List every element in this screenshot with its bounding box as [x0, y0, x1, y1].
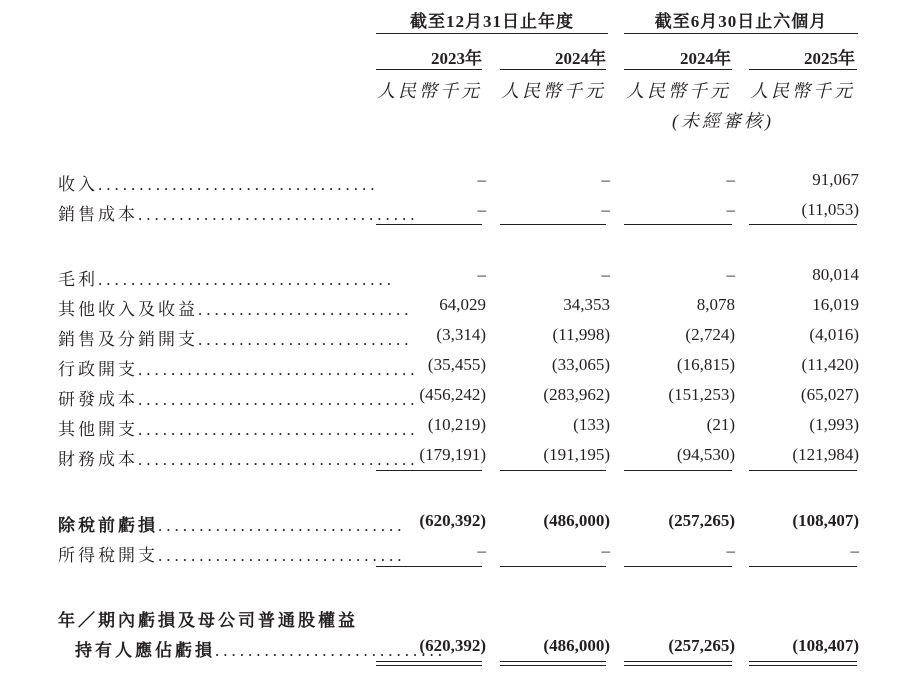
row-value: 80,014 — [812, 265, 859, 284]
subtotal-rule — [749, 566, 857, 567]
row-value: (456,242) — [419, 385, 486, 404]
header-group-half-rule — [624, 33, 858, 34]
row-label-finance-costs: 財務成本.................................. — [58, 450, 419, 469]
row-label-loss-attributable-line2: 持有人應佔虧損............................ — [75, 641, 446, 660]
row-value: (121,984) — [792, 445, 859, 464]
row-value: (620,392) — [419, 511, 486, 530]
subtotal-rule — [500, 470, 606, 471]
year-rule-3 — [624, 69, 732, 70]
subtotal-rule — [624, 566, 732, 567]
subtotal-rule — [500, 566, 606, 567]
row-value: – — [850, 541, 859, 560]
year-rule-1 — [376, 69, 482, 70]
row-value: – — [477, 170, 486, 189]
total-double-rule — [500, 661, 606, 666]
unit-header-3: 人民幣千元 — [626, 81, 731, 101]
row-value: (16,815) — [676, 355, 735, 374]
header-group-half-year: 截至6月30日止六個月 — [654, 12, 828, 31]
row-value: (133) — [573, 415, 610, 434]
row-value: 16,019 — [812, 295, 859, 314]
row-value: (33,065) — [551, 355, 610, 374]
row-value: – — [601, 541, 610, 560]
row-value: (486,000) — [543, 636, 610, 655]
row-value: (108,407) — [792, 636, 859, 655]
row-value: – — [477, 265, 486, 284]
unit-header-2: 人民幣千元 — [501, 81, 606, 101]
year-rule-2 — [500, 69, 606, 70]
unit-header-4: 人民幣千元 — [750, 81, 855, 101]
subtotal-rule — [749, 224, 857, 225]
year-rule-4 — [749, 69, 857, 70]
row-value: (11,420) — [801, 355, 859, 374]
row-label-other-income: 其他收入及收益.......................... — [58, 300, 413, 319]
row-value: – — [601, 200, 610, 219]
row-label-gross-profit: 毛利.................................... — [58, 270, 395, 289]
subtotal-rule — [376, 224, 482, 225]
row-value: (486,000) — [543, 511, 610, 530]
row-value: (108,407) — [792, 511, 859, 530]
row-label-cost-of-sales: 銷售成本.................................. — [58, 205, 419, 224]
row-value: – — [601, 170, 610, 189]
row-value: (3,314) — [436, 325, 486, 344]
row-value: (10,219) — [427, 415, 486, 434]
row-label-loss-before-tax: 除稅前虧損.............................. — [58, 516, 406, 535]
total-double-rule — [624, 661, 732, 666]
total-double-rule — [376, 661, 482, 666]
row-value: (35,455) — [427, 355, 486, 374]
row-value: 91,067 — [812, 170, 859, 189]
subtotal-rule — [500, 224, 606, 225]
row-value: – — [726, 265, 735, 284]
year-header-1: 2023年 — [431, 49, 482, 68]
row-label-other-expenses: 其他開支.................................. — [58, 420, 419, 439]
row-value: – — [726, 541, 735, 560]
year-header-2: 2024年 — [555, 49, 606, 68]
row-value: – — [477, 200, 486, 219]
row-value: (257,265) — [668, 636, 735, 655]
row-value: (94,530) — [676, 445, 735, 464]
row-label-loss-attributable-line1: 年／期內虧損及母公司普通股權益 — [58, 611, 358, 630]
row-label-rd-costs: 研發成本.................................. — [58, 390, 419, 409]
subtotal-rule — [624, 224, 732, 225]
year-header-3: 2024年 — [680, 49, 731, 68]
row-value: – — [477, 541, 486, 560]
row-value: 64,029 — [439, 295, 486, 314]
row-label-revenue: 收入.................................. — [58, 175, 379, 194]
row-value: – — [726, 200, 735, 219]
row-value: (11,998) — [552, 325, 610, 344]
total-double-rule — [749, 661, 857, 666]
row-label-selling-expenses: 銷售及分銷開支.......................... — [58, 330, 413, 349]
year-header-4: 2025年 — [804, 49, 855, 68]
header-group-year-rule — [376, 33, 608, 34]
subtotal-rule — [376, 566, 482, 567]
row-value: (191,195) — [543, 445, 610, 464]
row-value: (65,027) — [800, 385, 859, 404]
row-value: – — [601, 265, 610, 284]
row-value: (151,253) — [668, 385, 735, 404]
row-value: (4,016) — [809, 325, 859, 344]
row-value: 8,078 — [696, 295, 735, 314]
row-value: – — [726, 170, 735, 189]
row-value: (179,191) — [419, 445, 486, 464]
row-label-admin-expenses: 行政開支.................................. — [58, 360, 419, 379]
row-value: (21) — [706, 415, 735, 434]
row-value: (2,724) — [685, 325, 735, 344]
row-value: (283,962) — [543, 385, 610, 404]
row-value: (11,053) — [801, 200, 859, 219]
row-value: (1,993) — [809, 415, 859, 434]
header-group-year: 截至12月31日止年度 — [410, 12, 574, 31]
subtotal-rule — [376, 470, 482, 471]
subtotal-rule — [624, 470, 732, 471]
row-value: (620,392) — [419, 636, 486, 655]
row-value: 34,353 — [563, 295, 610, 314]
subtotal-rule — [749, 470, 857, 471]
row-value: (257,265) — [668, 511, 735, 530]
row-label-income-tax: 所得稅開支.............................. — [58, 546, 406, 565]
unit-header-1: 人民幣千元 — [377, 81, 482, 101]
unaudited-note: (未經審核) — [672, 111, 774, 131]
